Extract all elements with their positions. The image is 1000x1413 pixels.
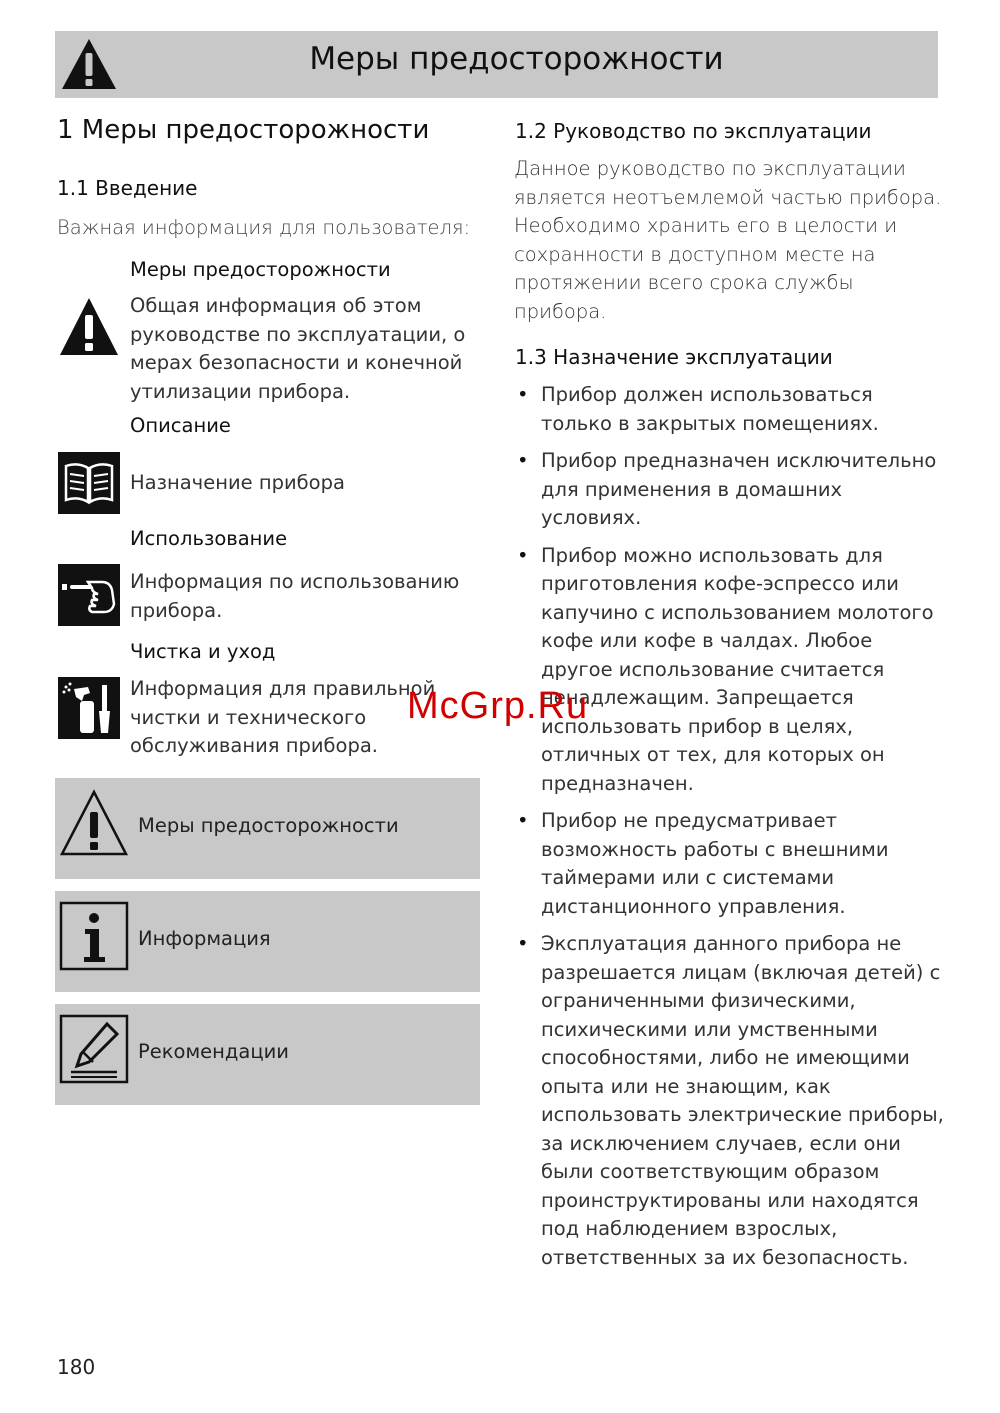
spray-cleaner-icon [58, 677, 120, 739]
list-item: • Прибор можно использовать для приготовления кофе-эспрессо или капучино с использованием молотого кофе или кофе в чалдах. Любое другое использование считается ненадлежащим. Запрещается использовать прибор в целях, отличных от тех, для которых он предназначен. [514, 542, 944, 799]
legend-info-label: Информация [138, 927, 271, 950]
section-1-3-title: 1.3 Назначение эксплуатации [515, 345, 833, 369]
warning-triangle-icon [59, 788, 129, 858]
pointing-hand-icon [58, 564, 120, 626]
legend-warning-label: Меры предосторожности [138, 814, 399, 837]
item-description-text: Назначение прибора [130, 471, 345, 494]
page-header [55, 31, 938, 98]
legend-recommendations-label: Рекомендации [138, 1040, 289, 1063]
list-item: • Прибор не предусматривает возможность работы с внешними таймерами или с системами дистанционного управления. [514, 807, 944, 921]
item-warning-title: Меры предосторожности [130, 258, 391, 281]
item-cleaning-title: Чистка и уход [130, 640, 276, 663]
list-item: • Эксплуатация данного прибора не разрешается лицам (включая детей) с ограниченными физическими, психическими или умственными способностями, либо не имеющими опыта или не знающим, как использовать электрические приборы, за исключением случаев, если они были соответствующим образом проинструктированы или находятся под наблюдением взрослых, ответственных за их безопасность. [514, 930, 944, 1272]
item-usage-title: Использование [130, 527, 288, 550]
item-warning-text: Общая информация об этом руководстве по эксплуатации, о мерах безопасности и конечной утилизации прибора. [130, 294, 466, 403]
legend-recommendations [55, 1004, 480, 1105]
legend-info [55, 891, 480, 992]
pencil-note-icon [59, 1014, 129, 1084]
section-1-2-text: Данное руководство по эксплуатации является неотъемлемой частью прибора. Необходимо хранить его в целости и сохранности в доступном месте на протяжении всего срока службы прибора. [514, 157, 942, 323]
warning-triangle-icon [58, 295, 120, 357]
header-title: Меры предосторожности [309, 41, 724, 77]
section-1-2-title: 1.2 Руководство по эксплуатации [515, 119, 872, 143]
section-1-title: 1 Меры предосторожности [57, 115, 430, 145]
list-item: • Прибор предназначен исключительно для применения в домашних условиях. [514, 447, 944, 533]
legend-warning [55, 778, 480, 879]
open-book-icon [58, 452, 120, 514]
section-1-1-title: 1.1 Введение [57, 176, 198, 200]
section-1-3-bullets [514, 381, 944, 1281]
page-number: 180 [57, 1355, 96, 1379]
item-description-title: Описание [130, 414, 231, 437]
item-usage-text: Информация по использованию прибора. [130, 570, 460, 622]
section-1-1-intro: Важная информация для пользователя: [57, 216, 471, 239]
item-cleaning-text: Информация для правильной чистки и технического обслуживания прибора. [130, 677, 436, 757]
watermark: McGrp.Ru [407, 685, 589, 727]
list-item: • Прибор должен использоваться только в закрытых помещениях. [514, 381, 944, 438]
info-icon [59, 901, 129, 971]
